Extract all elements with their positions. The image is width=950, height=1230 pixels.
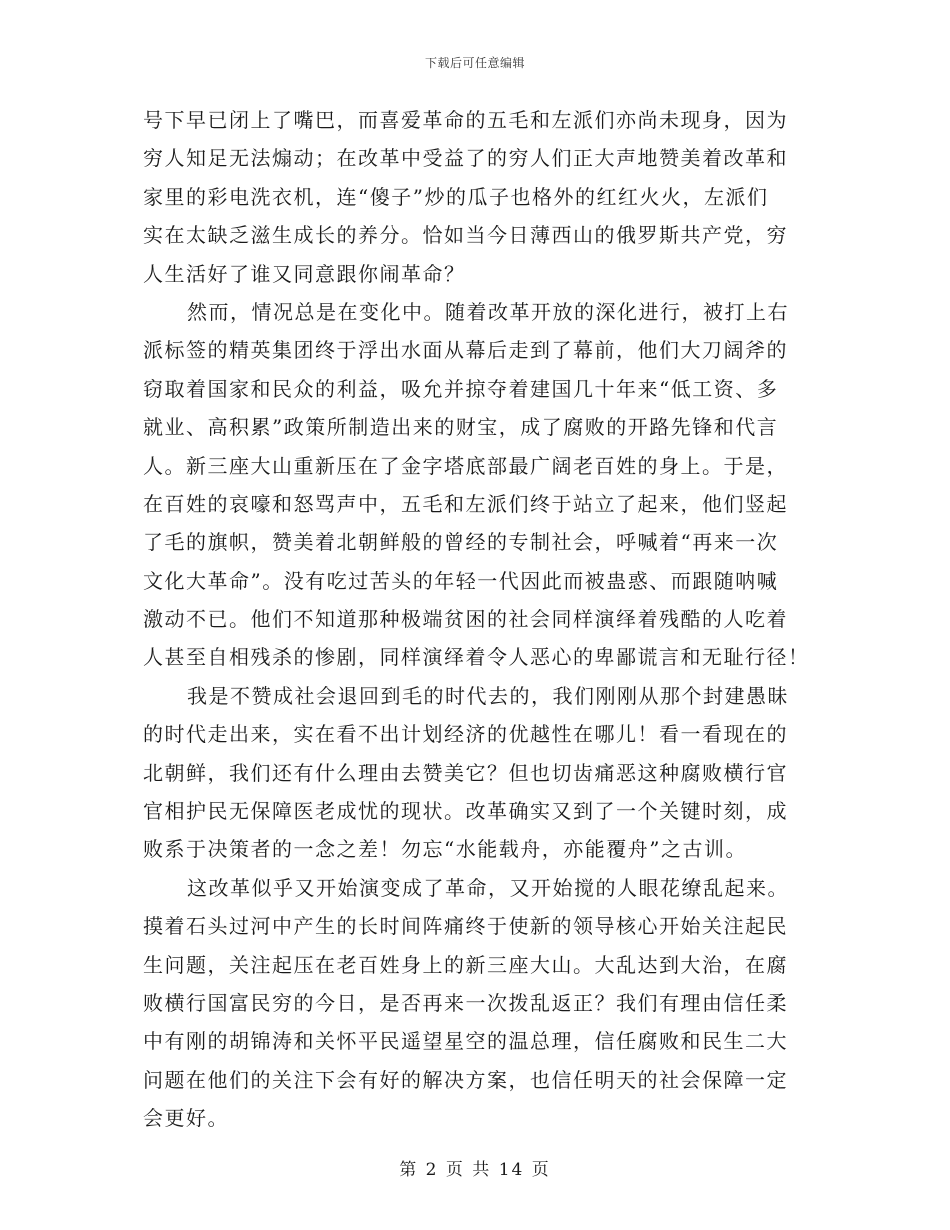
text-line: 官相护民无保障医老成忧的现状。改革确实又到了一个关键时刻，成 [143,799,788,824]
text-line: 了毛的旗帜，赞美着北朝鲜般的曾经的专制社会，呼喊着“再来一次 [143,530,779,555]
paragraph-first-line: 这改革似乎又开始演变成了革命，又开始搅的人眼花缭乱起来。 [187,875,789,900]
text-line: 文化大革命”。没有吃过苦头的年轻一代因此而被蛊惑、而跟随呐喊 [143,568,779,593]
text-line: 激动不已。他们不知道那种极端贫困的社会同样演绎着残酷的人吃着 [143,607,788,632]
document-body [143,101,810,1138]
text-line: 会更好。 [143,1106,229,1131]
text-line: 实在太缺乏滋生成长的养分。恰如当今日薄西山的俄罗斯共产党，穷 [143,223,788,248]
text-line: 窃取着国家和民众的利益，吸允并掠夺着建国几十年来“低工资、多 [143,376,779,401]
paragraph-first-line: 我是不赞成社会退回到毛的时代去的，我们刚刚从那个封建愚昧 [187,683,789,708]
text-line: 摸着石头过河中产生的长时间阵痛终于使新的领导核心开始关注起民 [143,914,788,939]
text-line: 就业、高积累”政策所制造出来的财宝，成了腐败的开路先锋和代言 [143,415,779,440]
text-line: 人生活好了谁又同意跟你闹革命？ [143,261,466,286]
text-line: 派标签的精英集团终于浮出水面从幕后走到了幕前，他们大刀阔斧的 [143,338,788,363]
text-line: 家里的彩电洗衣机，连“傻子”炒的瓜子也格外的红红火火，左派们 [143,184,769,209]
page-header: 下载后可任意编辑 [424,56,525,70]
page-number: 第 2 页 共 14 页 [399,1160,551,1180]
text-line: 号下早已闭上了嘴巴，而喜爱革命的五毛和左派们亦尚未现身，因为 [143,108,788,132]
text-line: 穷人知足无法煽动；在改革中受益了的穷人们正大声地赞美着改革和 [143,146,788,171]
text-line: 问题在他们的关注下会有好的解决方案，也信任明天的社会保障一定 [143,1067,788,1092]
text-line: 生问题，关注起压在老百姓身上的新三座大山。大乱达到大治，在腐 [143,952,788,977]
paragraph-first-line: 然而，情况总是在变化中。随着改革开放的深化进行，被打上右 [187,299,789,324]
text-line: 在百姓的哀嚎和怒骂声中，五毛和左派们终于站立了起来，他们竖起 [143,491,788,516]
text-line: 败横行国富民穷的今日，是否再来一次拨乱返正？我们有理由信任柔 [143,990,788,1015]
text-line: 的时代走出来，实在看不出计划经济的优越性在哪儿！看一看现在的 [143,722,788,747]
text-line: 北朝鲜，我们还有什么理由去赞美它？但也切齿痛恶这种腐败横行官 [143,760,788,785]
text-line: 败系于决策者的一念之差！勿忘“水能载舟，亦能覆舟”之古训。 [143,837,747,862]
text-line: 中有刚的胡锦涛和关怀平民遥望星空的温总理，信任腐败和民生二大 [143,1029,788,1054]
text-line: 人甚至自相残杀的惨剧，同样演绎着令人恶心的卑鄙谎言和无耻行径！ [143,645,810,670]
text-line: 人。新三座大山重新压在了金字塔底部最广阔老百姓的身上。于是， [143,453,788,478]
